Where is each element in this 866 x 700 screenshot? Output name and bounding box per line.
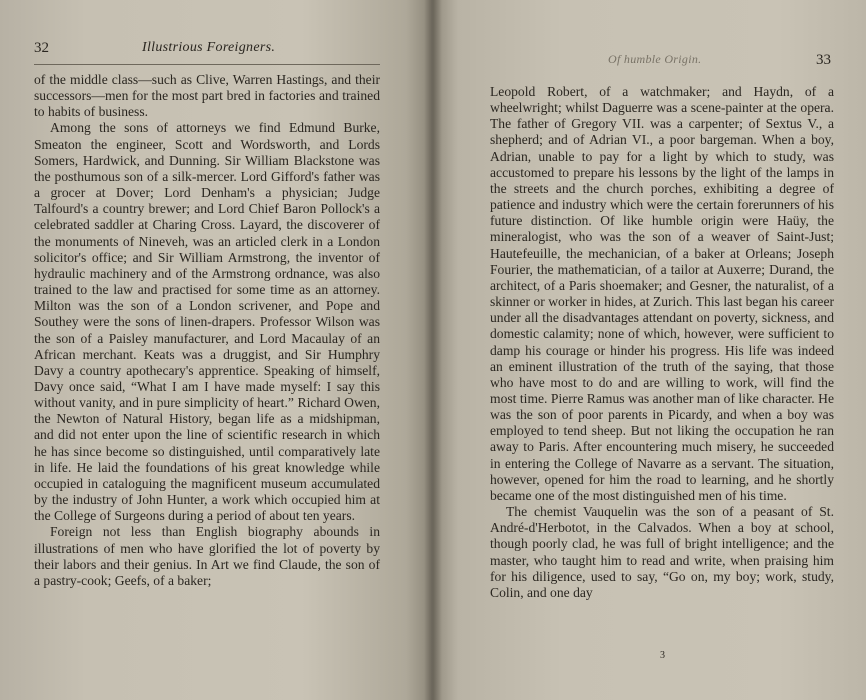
book-gutter: [424, 0, 442, 700]
paragraph: Foreign not less than English biography abounds in illustrations of men who have glorified the lot of poverty by their labors and their genius. In Art we find Claude, the son of a pastry-cook; Geefs, of a baker;: [34, 524, 380, 588]
right-page-text: [490, 84, 834, 601]
paragraph: of the middle class—such as Clive, Warren Hastings, and their successors—men for the most part bred in factories and trained to habits of business.: [34, 72, 380, 120]
running-head-right: Of humble Origin.: [608, 52, 702, 66]
page-number-left: 32: [34, 40, 49, 56]
paragraph: Among the sons of attorneys we find Edmund Burke, Smeaton the engineer, Scott and Wordsworth, and Lords Somers, Hardwick, and Dunning. Sir William Blackstone was the posthumous son of a silk-mercer. Lord Gifford's father was a grocer at Dover; Lord Denham's a physician; Judge Talfourd's a country brewer; and Lord Chief Baron Pollock's a celebrated saddler at Charing Cross. Layard, the discoverer of the monuments of Nineveh, was an articled clerk in a London solicitor's office; and Sir William Armstrong, the inventor of hydraulic machinery and of the Armstrong ordnance, was also trained to the law and practised for some time as an attorney. Milton was the son of a London scrivener, and Pope and Southey were the sons of linen-drapers. Professor Wilson was the son of a Paisley manufacturer, and Lord Macaulay of an African merchant. Keats was a druggist, and Sir Humphry Davy a country apothecary's apprentice. Speaking of himself, Davy once said, “What I am I have made myself: I say this without vanity, and in pure simplicity of heart.” Richard Owen, the Newton of Natural History, began life as a midshipman, and did not enter upon the line of scientific research in which he has since become so distinguished, until comparatively late in life. He laid the foundations of his great knowledge while occupied in cataloguing the magnificent museum accumulated by the industry of John Hunter, a work which occupied him at the College of Surgeons during a period of about ten years.: [34, 120, 380, 524]
left-page-text: [34, 72, 380, 589]
header-rule-left: [34, 64, 380, 65]
signature-mark: 3: [660, 650, 665, 661]
running-head-left: Illustrious Foreigners.: [142, 40, 276, 55]
paragraph: Leopold Robert, of a watchmaker; and Haydn, of a wheelwright; whilst Daguerre was a scene-painter at the opera. The father of Gregory VII. was a carpenter; of Sextus V., a shepherd; and of Adrian VI., a poor bargeman. When a boy, Adrian, unable to pay for a light by which to study, was accustomed to prepare his lessons by the light of the lamps in the streets and the church porches, exhibiting a degree of patience and industry which were the certain forerunners of his future distinction. Of like humble origin were Haüy, the mineralogist, who was the son of a weaver of Saint-Just; Hautefeuille, the mechanician, of a baker at Orleans; Joseph Fourier, the mathematician, of a tailor at Auxerre; Durand, the architect, of a Paris shoemaker; and Gesner, the naturalist, of a skinner or worker in hides, at Zurich. This last began his career under all the disadvantages attendant on poverty, sickness, and domestic calamity; none of which, however, were sufficient to damp his courage or hinder his progress. His life was indeed an eminent illustration of the truth of the saying, that those who have most to do and are willing to work, will find the most time. Pierre Ramus was another man of like character. He was the son of poor parents in Picardy, and when a boy was employed to tend sheep. But not liking the occupation he ran away to Paris. After encountering much misery, he succeeded in entering the College of Navarre as a servant. The situation, however, opened for him the road to learning, and he shortly became one of the most distinguished men of his time.: [490, 84, 834, 503]
page-number-right: 33: [816, 52, 831, 68]
right-page: [432, 0, 866, 700]
left-page: [0, 0, 432, 700]
paragraph: The chemist Vauquelin was the son of a peasant of St. André-d'Herbotot, in the Calvados. When a boy at school, though poorly clad, he was full of bright intelligence; and the master, who taught him to read and write, when praising him for his diligence, used to say, “Go on, my boy; work, study, Colin, and one day: [490, 504, 834, 600]
